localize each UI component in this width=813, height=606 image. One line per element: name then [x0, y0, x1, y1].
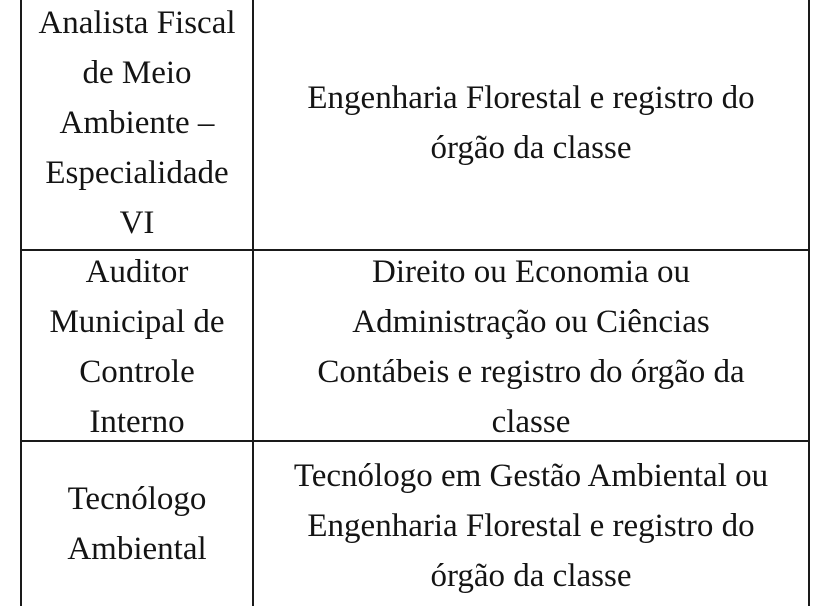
role-cell: Auditor Municipal de Controle Interno — [22, 251, 254, 442]
requirement-cell: Tecnólogo em Gestão Ambiental ou Engenharia Florestal e registro do órgão da classe — [293, 458, 769, 594]
requirement-cell: Engenharia Florestal e registro do órgão da classe — [307, 79, 755, 166]
role-cell: Analista Fiscal de Meio Ambiente – Especialidade VI — [22, 0, 254, 251]
requirements-table — [20, 0, 810, 606]
table-row — [22, 249, 808, 442]
requirement-cell: Direito ou Economia ou Administração ou Ciências Contábeis e registro do órgão da classe — [317, 253, 745, 440]
role-cell: Tecnólogo Ambiental — [22, 442, 254, 606]
table-row — [22, 440, 808, 606]
table-row — [22, 0, 808, 251]
